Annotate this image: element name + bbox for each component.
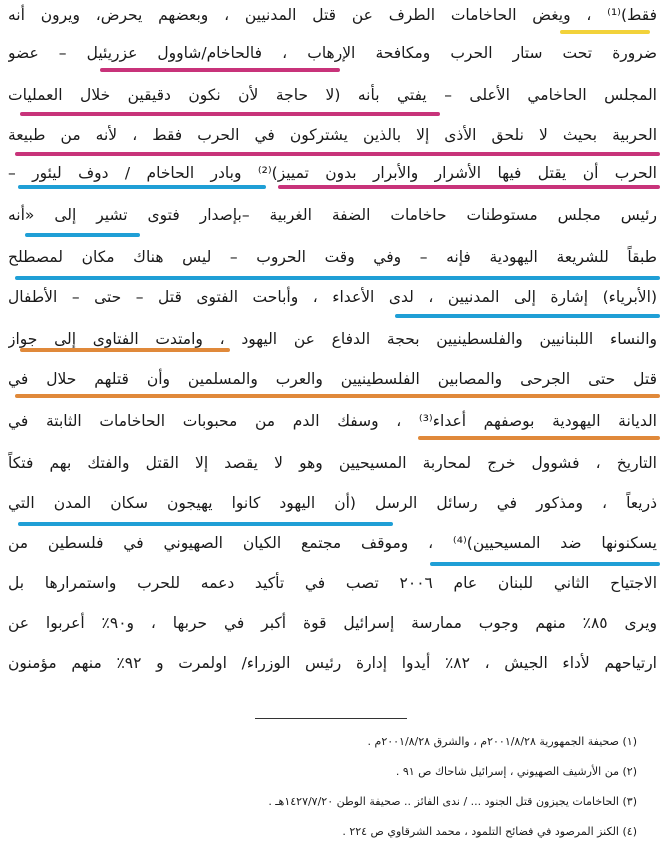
body-line: ضرورة تحت ستار الحرب ومكافحة الإرهاب ، فالحاخام/شاوول عزريئيل – عضو <box>8 44 657 62</box>
body-line: ذريعاً ، ومذكور في رسائل الرسل (أن اليهود كانوا يهيجون سكان المدن التي <box>8 494 657 512</box>
body-line: ارتياحهم لأداء الجيش ، ٨٢٪ أيدوا إدارة رئيس الوزراء/ اولمرت و ٩٢٪ منهم مؤمنون <box>8 654 657 672</box>
highlight-blue <box>430 562 660 566</box>
footnote: (٣) الحاخامات يجيزون قتل الجنود ... / ندى الفائز .. صحيفة الوطن ١٤٢٧/٧/٢٠هـ . <box>268 795 637 808</box>
body-line: الديانة اليهودية بوصفهم أعداء⁽³⁾ ، وسفك الدم من محبوبات الحاخامات الثابتة في <box>8 412 657 430</box>
body-line: الحربية بحيث لا نلحق الأذى إلا بالذين يشتركون في الحرب فقط ، لأنه من طبيعة <box>8 126 657 144</box>
body-line: ويرى ٨٥٪ منهم وجوب ممارسة إسرائيل قوة أكبر في حربها ، و٩٠٪ أعربوا عن <box>8 614 657 632</box>
body-line: يسكنونها ضد المسيحيين)⁽⁴⁾ ، وموقف مجتمع الكيان الصهيوني في فلسطين من <box>8 534 657 552</box>
footnote: (٢) من الأرشيف الصهيوني ، إسرائيل شاحاك ص ٩١ . <box>395 765 637 778</box>
highlight-blue <box>15 276 660 280</box>
highlight-blue <box>18 522 393 526</box>
body-line: فقط)⁽¹⁾ ، ويغض الحاخامات الطرف عن قتل المدنيين ، وبعضهم يحرض، ويرون أنه <box>8 6 657 24</box>
body-line: قتل حتى الجرحى والمصابين الفلسطينيين والعرب والمسلمين وأن قتلهم حلال في <box>8 370 657 388</box>
footnote-separator <box>255 718 407 719</box>
body-line: التاريخ ، فشوول خرج لمحاربة المسيحيين وهو لا يقصد إلا القتل والفتك بهم فتكاً <box>8 454 657 472</box>
body-line: الحرب أن يقتل فيها الأشرار والأبرار بدون تمييز)⁽²⁾ وبادر الحاخام / دوف ليئور – <box>8 164 657 182</box>
body-line: والنساء اللبنانيين والفلسطينيين بحجة الدفاع عن اليهود ، وامتدت الفتاوى إلى جواز <box>8 330 657 348</box>
body-line: المجلس الحاخامي الأعلى – يفتي بأنه (لا حاجة لأن نكون دقيقين خلال العمليات <box>8 86 657 104</box>
footnote: (٤) الكنز المرصود في فضائح التلمود ، محمد الشرقاوي ص ٢٢٤ . <box>342 825 637 838</box>
body-line: الاجتياح الثاني للبنان عام ٢٠٠٦ تصب في تأكيد دعمه للحرب واستمرارها بل <box>8 574 657 592</box>
body-line: (الأبرياء) إشارة إلى المدنيين ، لدى الأعداء ، وأباحت الفتوى قتل – حتى – الأطفال <box>8 288 657 306</box>
body-line: رئيس مجلس مستوطنات حاخامات الضفة الغربية –بإصدار فتوى تشير إلى «أنه <box>8 206 657 224</box>
footnote: (١) صحيفة الجمهورية ٢٠٠١/٨/٢٨م ، والشرق ٢٠٠١/٨/٢٨م . <box>367 735 637 748</box>
body-line: طبقاً للشريعة اليهودية فإنه – وفي وقت الحروب – ليس هناك مكان لمصطلح <box>8 248 657 266</box>
